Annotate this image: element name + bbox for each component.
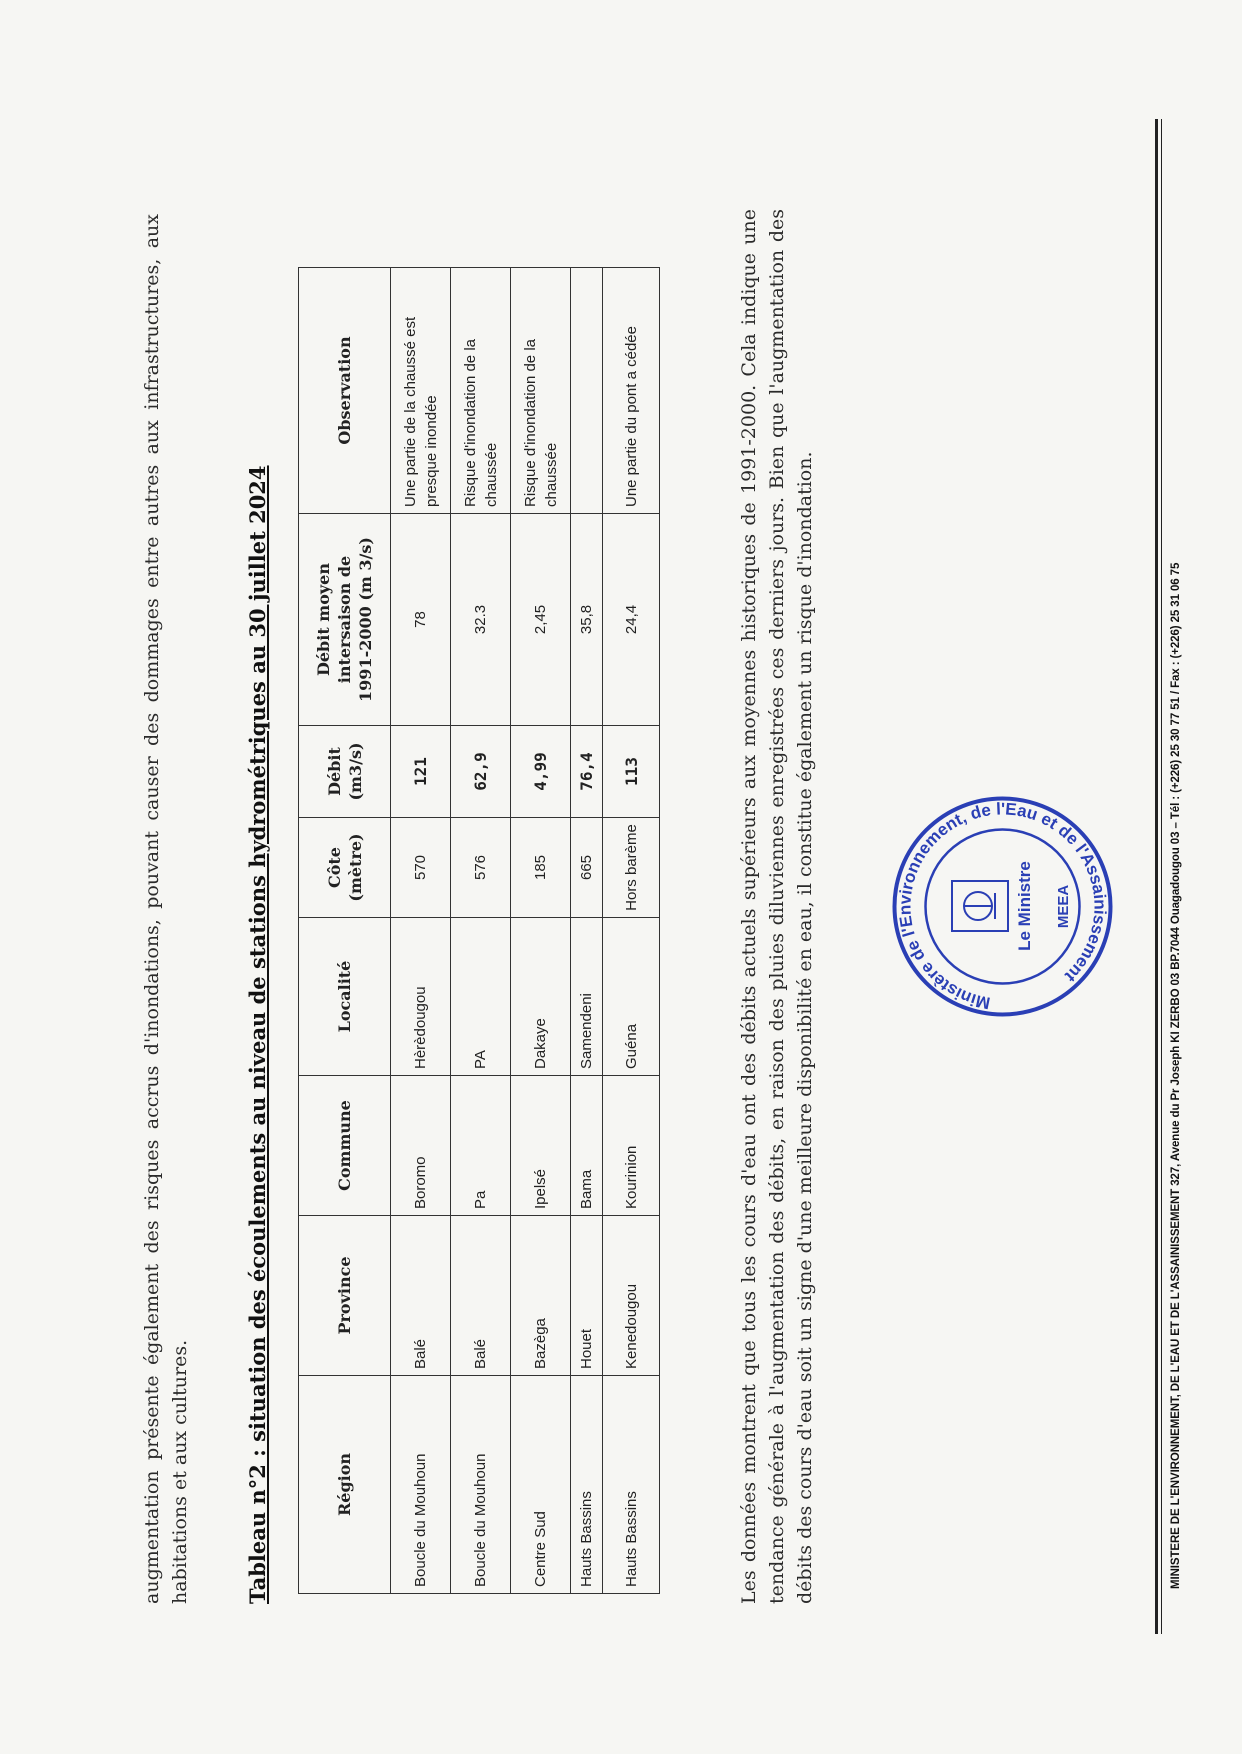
cell-cote: 185 xyxy=(511,818,571,918)
stamp-center-text: Le Ministre xyxy=(1015,861,1034,951)
table-row xyxy=(571,268,603,1594)
stamp-ring-text: Ministère de l'Environnement, de l'Eau et de l'Assainissement xyxy=(895,799,1110,1013)
cell-region: Hauts Bassins xyxy=(603,1376,660,1594)
hydrometric-table xyxy=(298,267,660,1594)
cell-localite: Dakaye xyxy=(511,918,571,1076)
header-debit-moyen-line1: Débit moyen xyxy=(314,563,333,676)
header-debit-moyen xyxy=(299,514,391,726)
footer-address: MINISTERE DE L'ENVIRONNEMENT, DE L'EAU ET DE L'ASSAINISSEMENT 327, Avenue du Pr Joseph KI ZERBO 03 BP.7044 Ouagadougou 03 – Tél : (+226) 25 30 77 51 / Fax : (+226) 25 31 06 75 xyxy=(1170,562,1182,1589)
table-title: Tableau n°2 : situation des écoulements au niveau de stations hydrométriques au 30 juillet 2024 xyxy=(245,465,270,1604)
cell-cote: 570 xyxy=(391,818,451,918)
cell-observation: Risque d'inondation de la chaussée xyxy=(511,268,571,514)
header-debit-line2: (m3/s) xyxy=(345,742,365,801)
header-region: Région xyxy=(299,1376,391,1594)
cell-debit: 4,99 xyxy=(511,726,571,818)
cell-province: Bazèga xyxy=(511,1216,571,1376)
header-debit-line1: Débit xyxy=(324,747,344,796)
cell-observation xyxy=(571,268,603,514)
conclusion-paragraph: Les données montrent que tous les cours d'eau ont des débits actuels supérieurs aux moyennes historiques de 1991-2000. Cela indique une tendance générale à l'augmentation des débits, en raison des pluies diluviennes enregistrées ces derniers jours. Bien que l'augmentation des débits des cours d'eau soit un signe d'une meilleure disponibilité en eau, il constitue également un risque d'inondation. xyxy=(738,209,816,1604)
cell-localite: PA xyxy=(451,918,511,1076)
intro-paragraph: augmentation présente également des risques accrus d'inondations, pouvant causer des dommages entre autres aux infrastructures, aux habitations et aux cultures. xyxy=(141,214,191,1604)
cell-province: Balé xyxy=(391,1216,451,1376)
stamp-acronym: MEEA xyxy=(1055,884,1072,929)
header-province: Province xyxy=(299,1216,391,1376)
footer-rule-thin xyxy=(1161,119,1162,1634)
cell-commune: Ipelsé xyxy=(511,1076,571,1216)
table-row xyxy=(603,268,660,1594)
cell-debit-moyen: 32.3 xyxy=(451,514,511,726)
cell-debit: 62,9 xyxy=(451,726,511,818)
table-row xyxy=(511,268,571,1594)
cell-localite: Guéna xyxy=(603,918,660,1076)
table-header-row xyxy=(299,268,391,1594)
header-debit xyxy=(299,726,391,818)
cell-observation: Une partie de la chaussé est presque inondée xyxy=(391,268,451,514)
cell-region: Hauts Bassins xyxy=(571,1376,603,1594)
header-localite: Localité xyxy=(299,918,391,1076)
header-commune: Commune xyxy=(299,1076,391,1216)
header-debit-moyen-line3: 1991-2000 (m 3/s) xyxy=(356,537,375,702)
cell-cote: 576 xyxy=(451,818,511,918)
cell-debit-moyen: 2,45 xyxy=(511,514,571,726)
table-row xyxy=(391,268,451,1594)
cell-observation: Risque d'inondation de la chaussée xyxy=(451,268,511,514)
cell-province: Balé xyxy=(451,1216,511,1376)
cell-commune: Kourinion xyxy=(603,1076,660,1216)
cell-debit: 121 xyxy=(391,726,451,818)
cell-province: Houet xyxy=(571,1216,603,1376)
footer-rule-thick xyxy=(1155,119,1158,1634)
ministry-stamp xyxy=(890,794,1115,1019)
cell-localite: Samendeni xyxy=(571,918,603,1076)
cell-cote: 665 xyxy=(571,818,603,918)
cell-commune: Boromo xyxy=(391,1076,451,1216)
cell-province: Kenedougou xyxy=(603,1216,660,1376)
header-cote-line1: Côte xyxy=(324,847,344,888)
cell-region: Boucle du Mouhoun xyxy=(391,1376,451,1594)
header-observation: Observation xyxy=(299,268,391,514)
cell-region: Centre Sud xyxy=(511,1376,571,1594)
cell-localite: Hèrèdougou xyxy=(391,918,451,1076)
hydrometric-table-container xyxy=(298,267,660,1594)
cell-debit-moyen: 78 xyxy=(391,514,451,726)
cell-observation: Une partie du pont a cédée xyxy=(603,268,660,514)
cell-region: Boucle du Mouhoun xyxy=(451,1376,511,1594)
cell-cote: Hors barème xyxy=(603,818,660,918)
cell-debit-moyen: 35,8 xyxy=(571,514,603,726)
header-debit-moyen-line2: intersaison de xyxy=(335,555,354,684)
table-row xyxy=(451,268,511,1594)
header-cote-line2: (mètre) xyxy=(345,833,365,902)
cell-commune: Pa xyxy=(451,1076,511,1216)
cell-debit: 76,4 xyxy=(571,726,603,818)
header-cote xyxy=(299,818,391,918)
cell-commune: Bama xyxy=(571,1076,603,1216)
cell-debit-moyen: 24,4 xyxy=(603,514,660,726)
cell-debit: 113 xyxy=(603,726,660,818)
coat-of-arms-icon xyxy=(952,881,1008,931)
